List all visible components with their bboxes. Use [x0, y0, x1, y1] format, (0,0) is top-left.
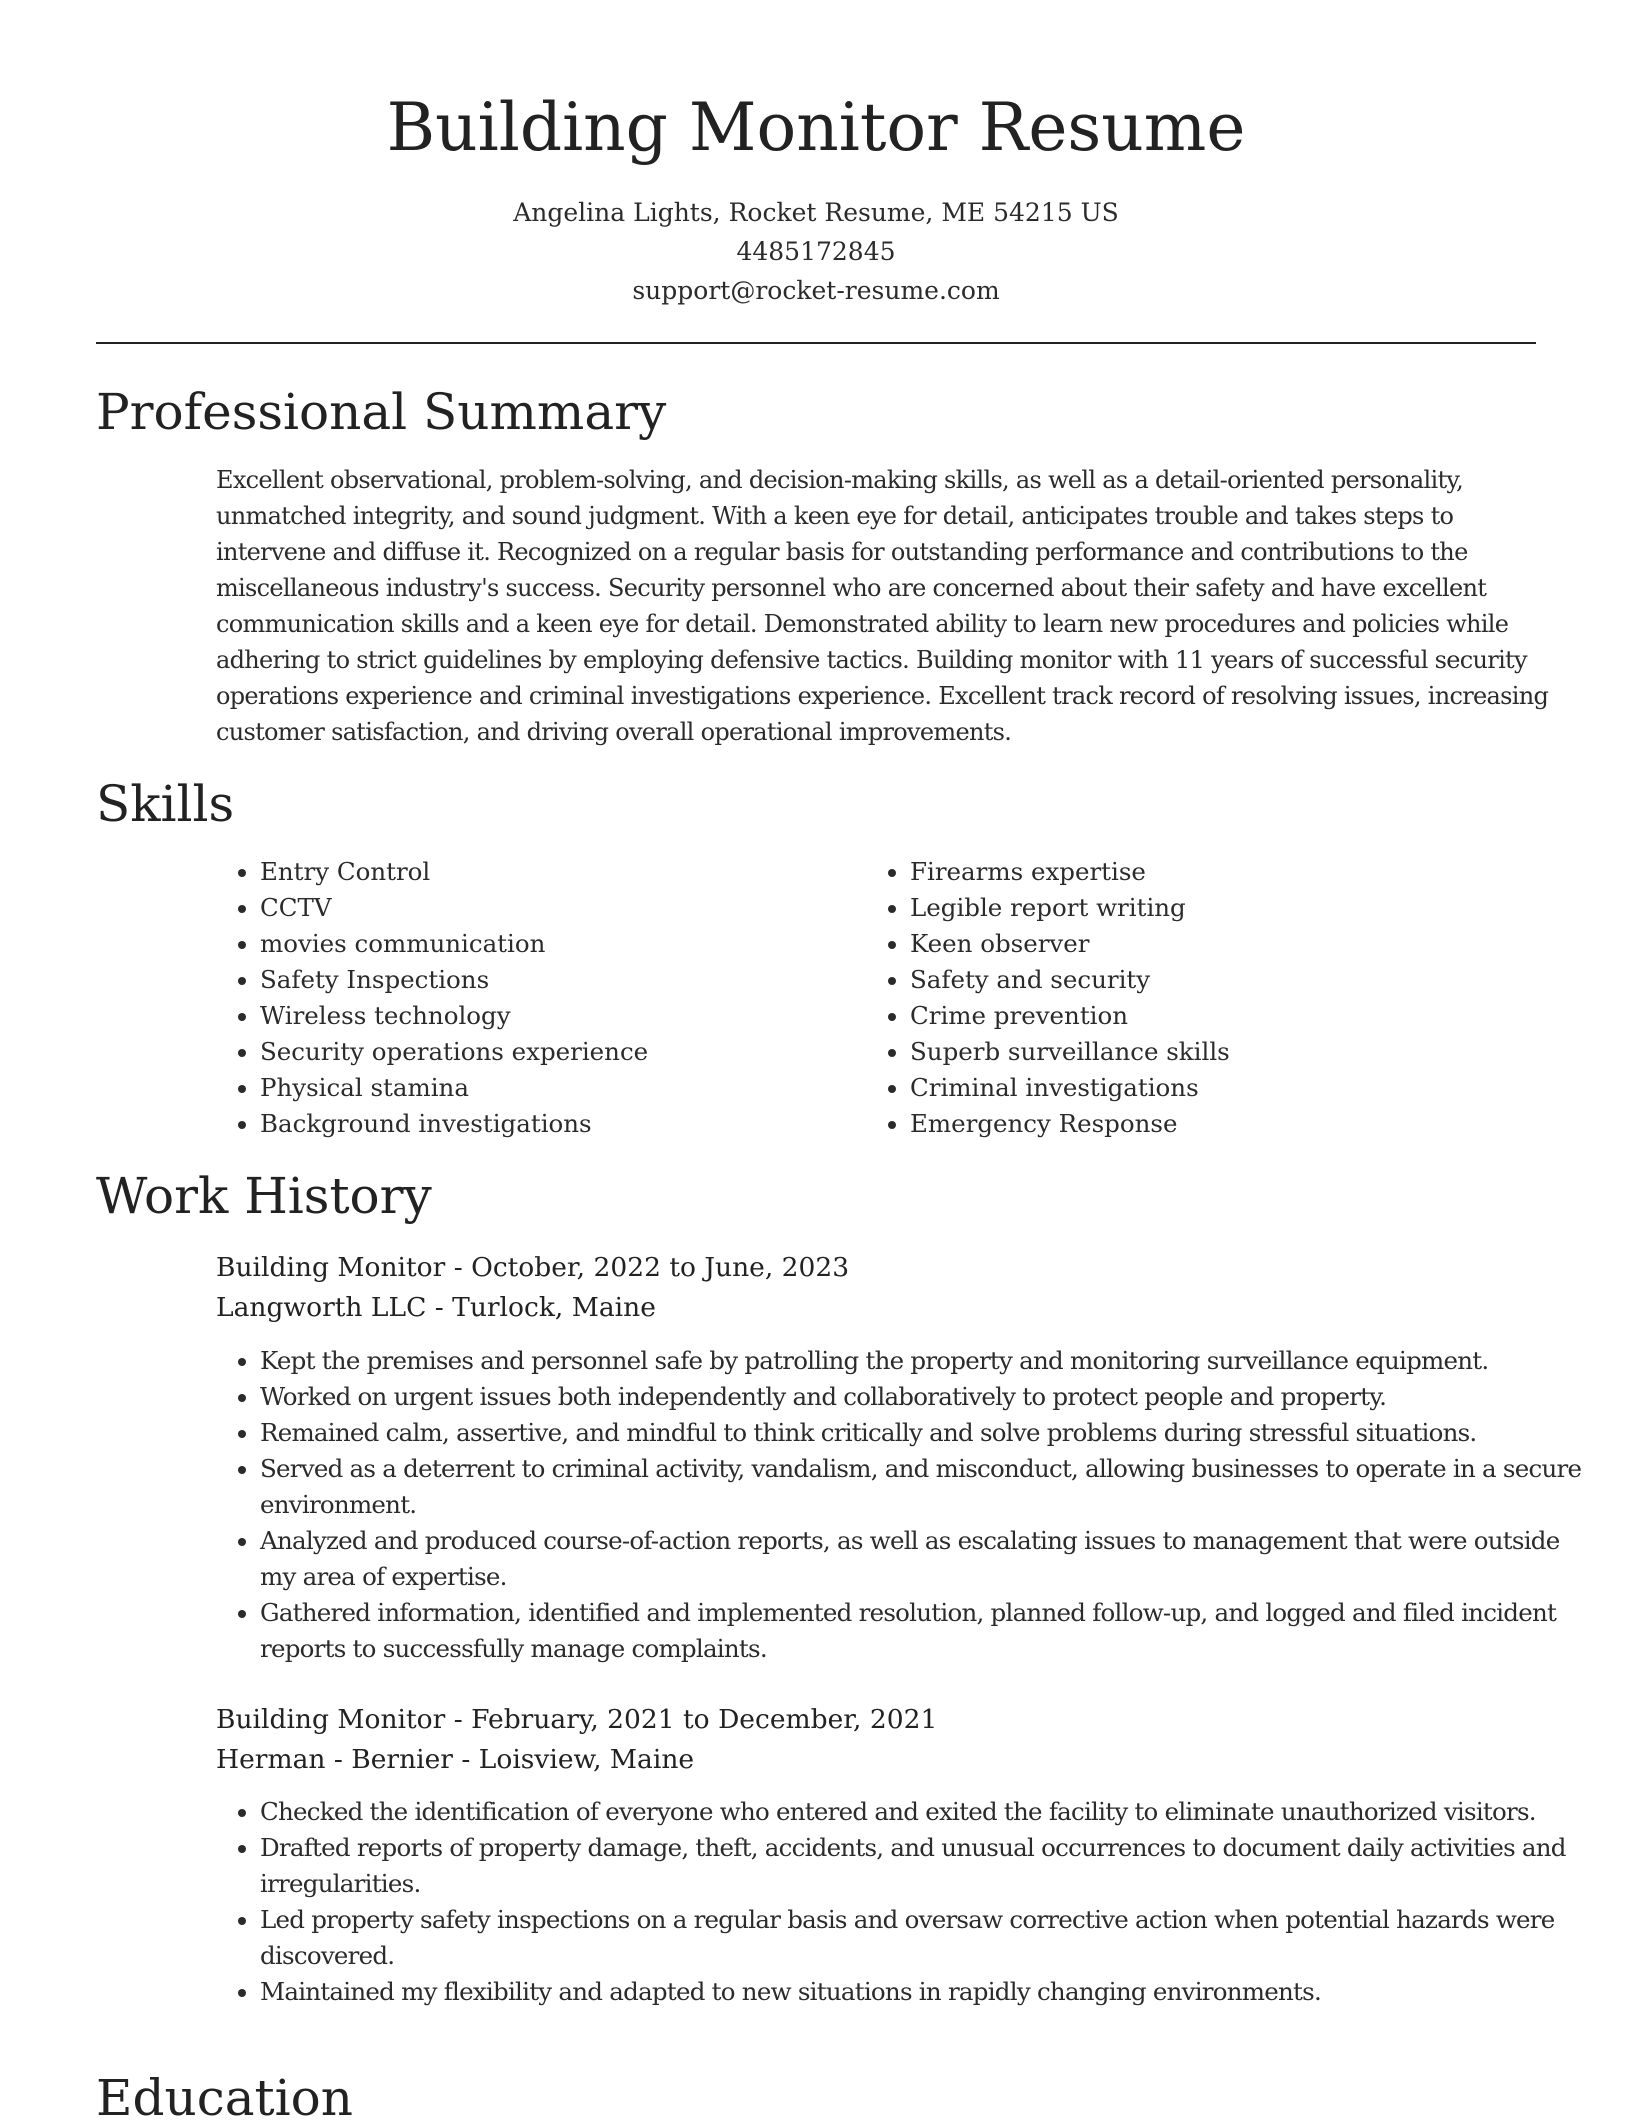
duty-item: • Analyzed and produced course-of-action reports, as well as escalating issues to management that were outside my area of expertise. — [260, 1523, 1600, 1595]
job-duties-list — [216, 1343, 1600, 1667]
skill-item: • Keen observer — [910, 926, 1230, 962]
duty-item: • Served as a deterrent to criminal activity, vandalism, and misconduct, allowing businesses to operate in a secure environment. — [260, 1451, 1600, 1523]
job-duties-list — [216, 1794, 1600, 2010]
skill-item: • Physical stamina — [260, 1070, 648, 1106]
skills-list-left — [216, 854, 648, 1142]
skills-heading: Skills — [96, 775, 235, 833]
job-company-line: Herman - Bernier - Loisview, Maine — [216, 1744, 695, 1775]
duty-item: • Led property safety inspections on a regular basis and oversaw corrective action when potential hazards were discovered. — [260, 1902, 1600, 1974]
skill-item: • Security operations experience — [260, 1034, 648, 1070]
education-heading: Education — [96, 2069, 353, 2127]
header-divider — [96, 342, 1536, 344]
job-company-line: Langworth LLC - Turlock, Maine — [216, 1292, 656, 1323]
resume-title: Building Monitor Resume — [386, 89, 1246, 166]
summary-heading: Professional Summary — [96, 383, 667, 441]
job-title-line: Building Monitor - October, 2022 to June, 2023 — [216, 1252, 850, 1283]
skill-item: • Legible report writing — [910, 890, 1230, 926]
skills-list-right — [866, 854, 1230, 1142]
job-title-line: Building Monitor - February, 2021 to December, 2021 — [216, 1704, 938, 1735]
duty-item: • Remained calm, assertive, and mindful to think critically and solve problems during stressful situations. — [260, 1415, 1600, 1451]
duty-item: • Gathered information, identified and implemented resolution, planned follow-up, and logged and filed incident reports to successfully manage complaints. — [260, 1595, 1600, 1667]
contact-email: support@rocket-resume.com — [632, 276, 1000, 305]
skill-item: • Wireless technology — [260, 998, 648, 1034]
skill-item: • CCTV — [260, 890, 648, 926]
contact-phone: 4485172845 — [736, 237, 896, 266]
work-history-heading: Work History — [96, 1167, 432, 1225]
skill-item: • movies communication — [260, 926, 648, 962]
skill-item: • Firearms expertise — [910, 854, 1230, 890]
contact-address: Angelina Lights, Rocket Resume, ME 54215 US — [513, 198, 1119, 227]
duty-item: • Kept the premises and personnel safe by patrolling the property and monitoring surveillance equipment. — [260, 1343, 1600, 1379]
skill-item: • Background investigations — [260, 1106, 648, 1142]
duty-item: • Maintained my flexibility and adapted to new situations in rapidly changing environments. — [260, 1974, 1600, 2010]
duty-item: • Drafted reports of property damage, theft, accidents, and unusual occurrences to document daily activities and irregularities. — [260, 1830, 1600, 1902]
skill-item: • Emergency Response — [910, 1106, 1230, 1142]
skill-item: • Safety and security — [910, 962, 1230, 998]
summary-text: Excellent observational, problem-solving, and decision-making skills, as well as a detail-oriented personality, unmatched integrity, and sound judgment. With a keen eye for detail, anticipates trouble and takes steps to intervene and diffuse it. Recognized on a regular basis for outstanding performance and contributions to the miscellaneous industry's success. Security personnel who are concerned about their safety and have excellent communication skills and a keen eye for detail. Demonstrated ability to learn new procedures and policies while adhering to strict guidelines by employing defensive tactics. Building monitor with 11 years of successful security operations experience and criminal investigations experience. Excellent track record of resolving issues, increasing customer satisfaction, and driving overall operational improvements. — [216, 466, 1549, 746]
skill-item: • Criminal investigations — [910, 1070, 1230, 1106]
contact-block — [0, 193, 1632, 310]
duty-item: • Worked on urgent issues both independently and collaboratively to protect people and property. — [260, 1379, 1600, 1415]
skill-item: • Entry Control — [260, 854, 648, 890]
duty-item: • Checked the identification of everyone who entered and exited the facility to eliminate unauthorized visitors. — [260, 1794, 1600, 1830]
skill-item: • Crime prevention — [910, 998, 1230, 1034]
skill-item: • Superb surveillance skills — [910, 1034, 1230, 1070]
skill-item: • Safety Inspections — [260, 962, 648, 998]
